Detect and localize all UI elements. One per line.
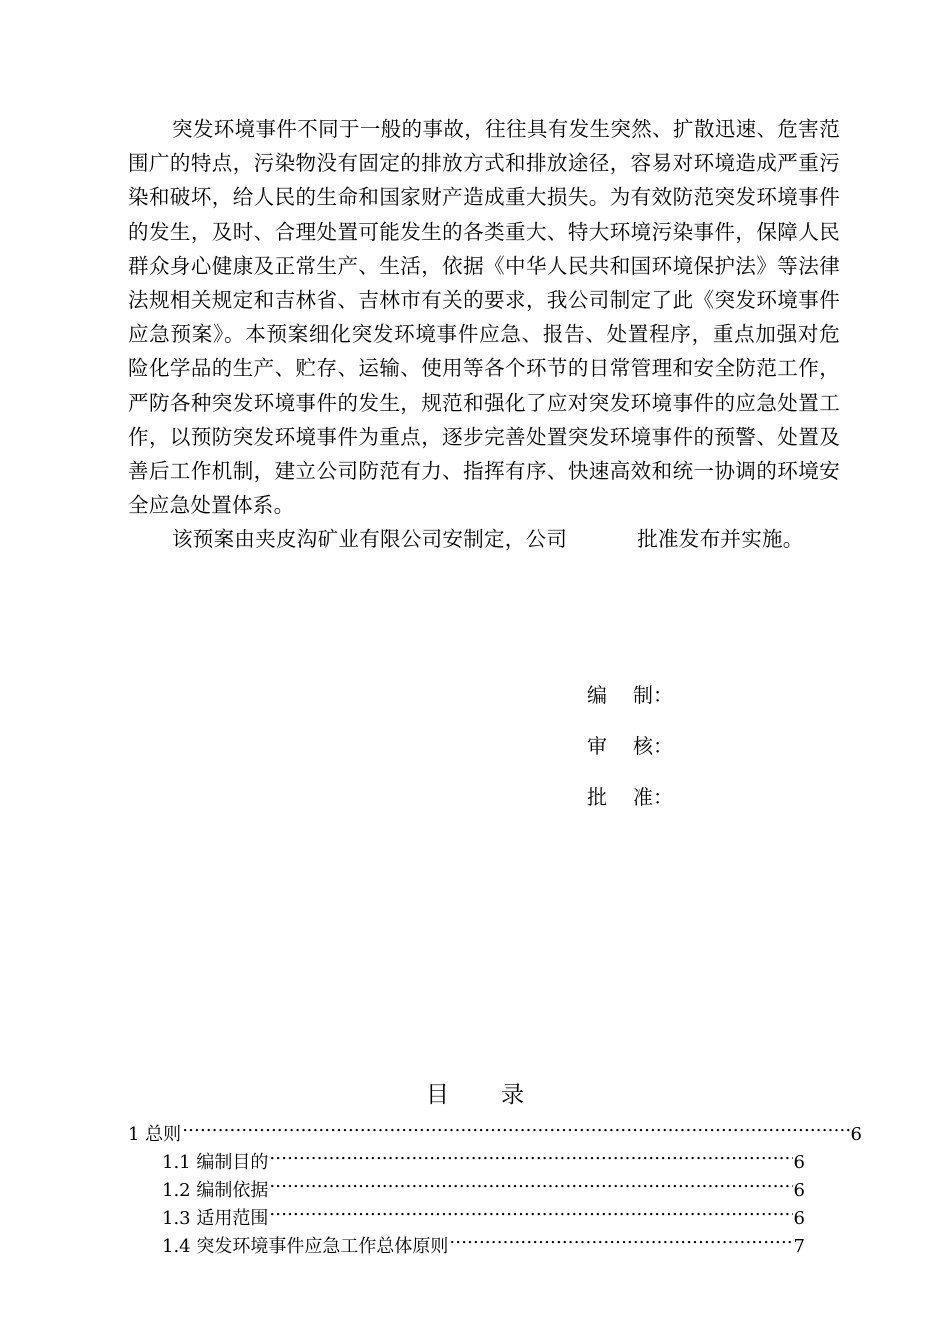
toc-leader-dots [182, 1112, 849, 1140]
table-of-contents [128, 1112, 862, 1257]
signature-row-reviewed: 审 核： [587, 734, 673, 758]
toc-entry[interactable] [162, 1140, 805, 1173]
toc-leader-dots [449, 1224, 792, 1252]
approval-text-start: 该预案由夹皮沟矿业有限公司安制定，公司 [172, 527, 568, 552]
toc-entry-page: 6 [793, 1180, 805, 1201]
toc-entry-label: 1.1 编制目的 [162, 1152, 269, 1173]
toc-entry-page: 6 [793, 1208, 805, 1229]
toc-leader-dots [269, 1140, 792, 1168]
preface-section [128, 112, 840, 557]
toc-entry-page: 7 [793, 1236, 805, 1257]
toc-entry-label: 1.3 适用范围 [162, 1208, 269, 1229]
approval-paragraph [128, 522, 840, 556]
toc-leader-dots [269, 1168, 792, 1196]
toc-entry-page: 6 [793, 1152, 805, 1173]
toc-entry-label: 1.2 编制依据 [162, 1180, 269, 1201]
signature-block [587, 680, 673, 833]
toc-entry-label: 1 总则 [128, 1124, 182, 1145]
toc-entry-page: 6 [850, 1124, 862, 1145]
toc-title: 目录 [426, 1082, 576, 1108]
signature-row-approved: 批 准： [587, 785, 673, 809]
toc-entry[interactable] [128, 1112, 862, 1145]
preface-paragraph: 突发环境事件不同于一般的事故，往往具有发生突然、扩散迅速、危害范围广的特点，污染物没有固定的排放方式和排放途径，容易对环境造成严重污染和破坏，给人民的生命和国家财产造成重大损失。为有效防范突发环境事件的发生，及时、合理处置可能发生的各类重大、特大环境污染事件，保障人民群众身心健康及正常生产、生活，依据《中华人民共和国环境保护法》等法律法规相关规定和吉林省、吉林市有关的要求，我公司制定了此《突发环境事件应急预案》。本预案细化突发环境事件应急、报告、处置程序，重点加强对危险化学品的生产、贮存、运输、使用等各个环节的日常管理和安全防范工作，严防各种突发环境事件的发生，规范和强化了应对突发环境事件的应急处置工作，以预防突发环境事件为重点，逐步完善处置突发环境事件的预警、处置及善后工作机制，建立公司防范有力、指挥有序、快速高效和统一协调的环境安全应急处置体系。 [128, 117, 840, 518]
approval-text-end: 批准发布并实施。 [637, 527, 804, 552]
signature-row-compiled: 编 制： [587, 683, 673, 707]
toc-entry-label: 1.4 突发环境事件应急工作总体原则 [162, 1236, 449, 1257]
toc-leader-dots [269, 1196, 792, 1224]
